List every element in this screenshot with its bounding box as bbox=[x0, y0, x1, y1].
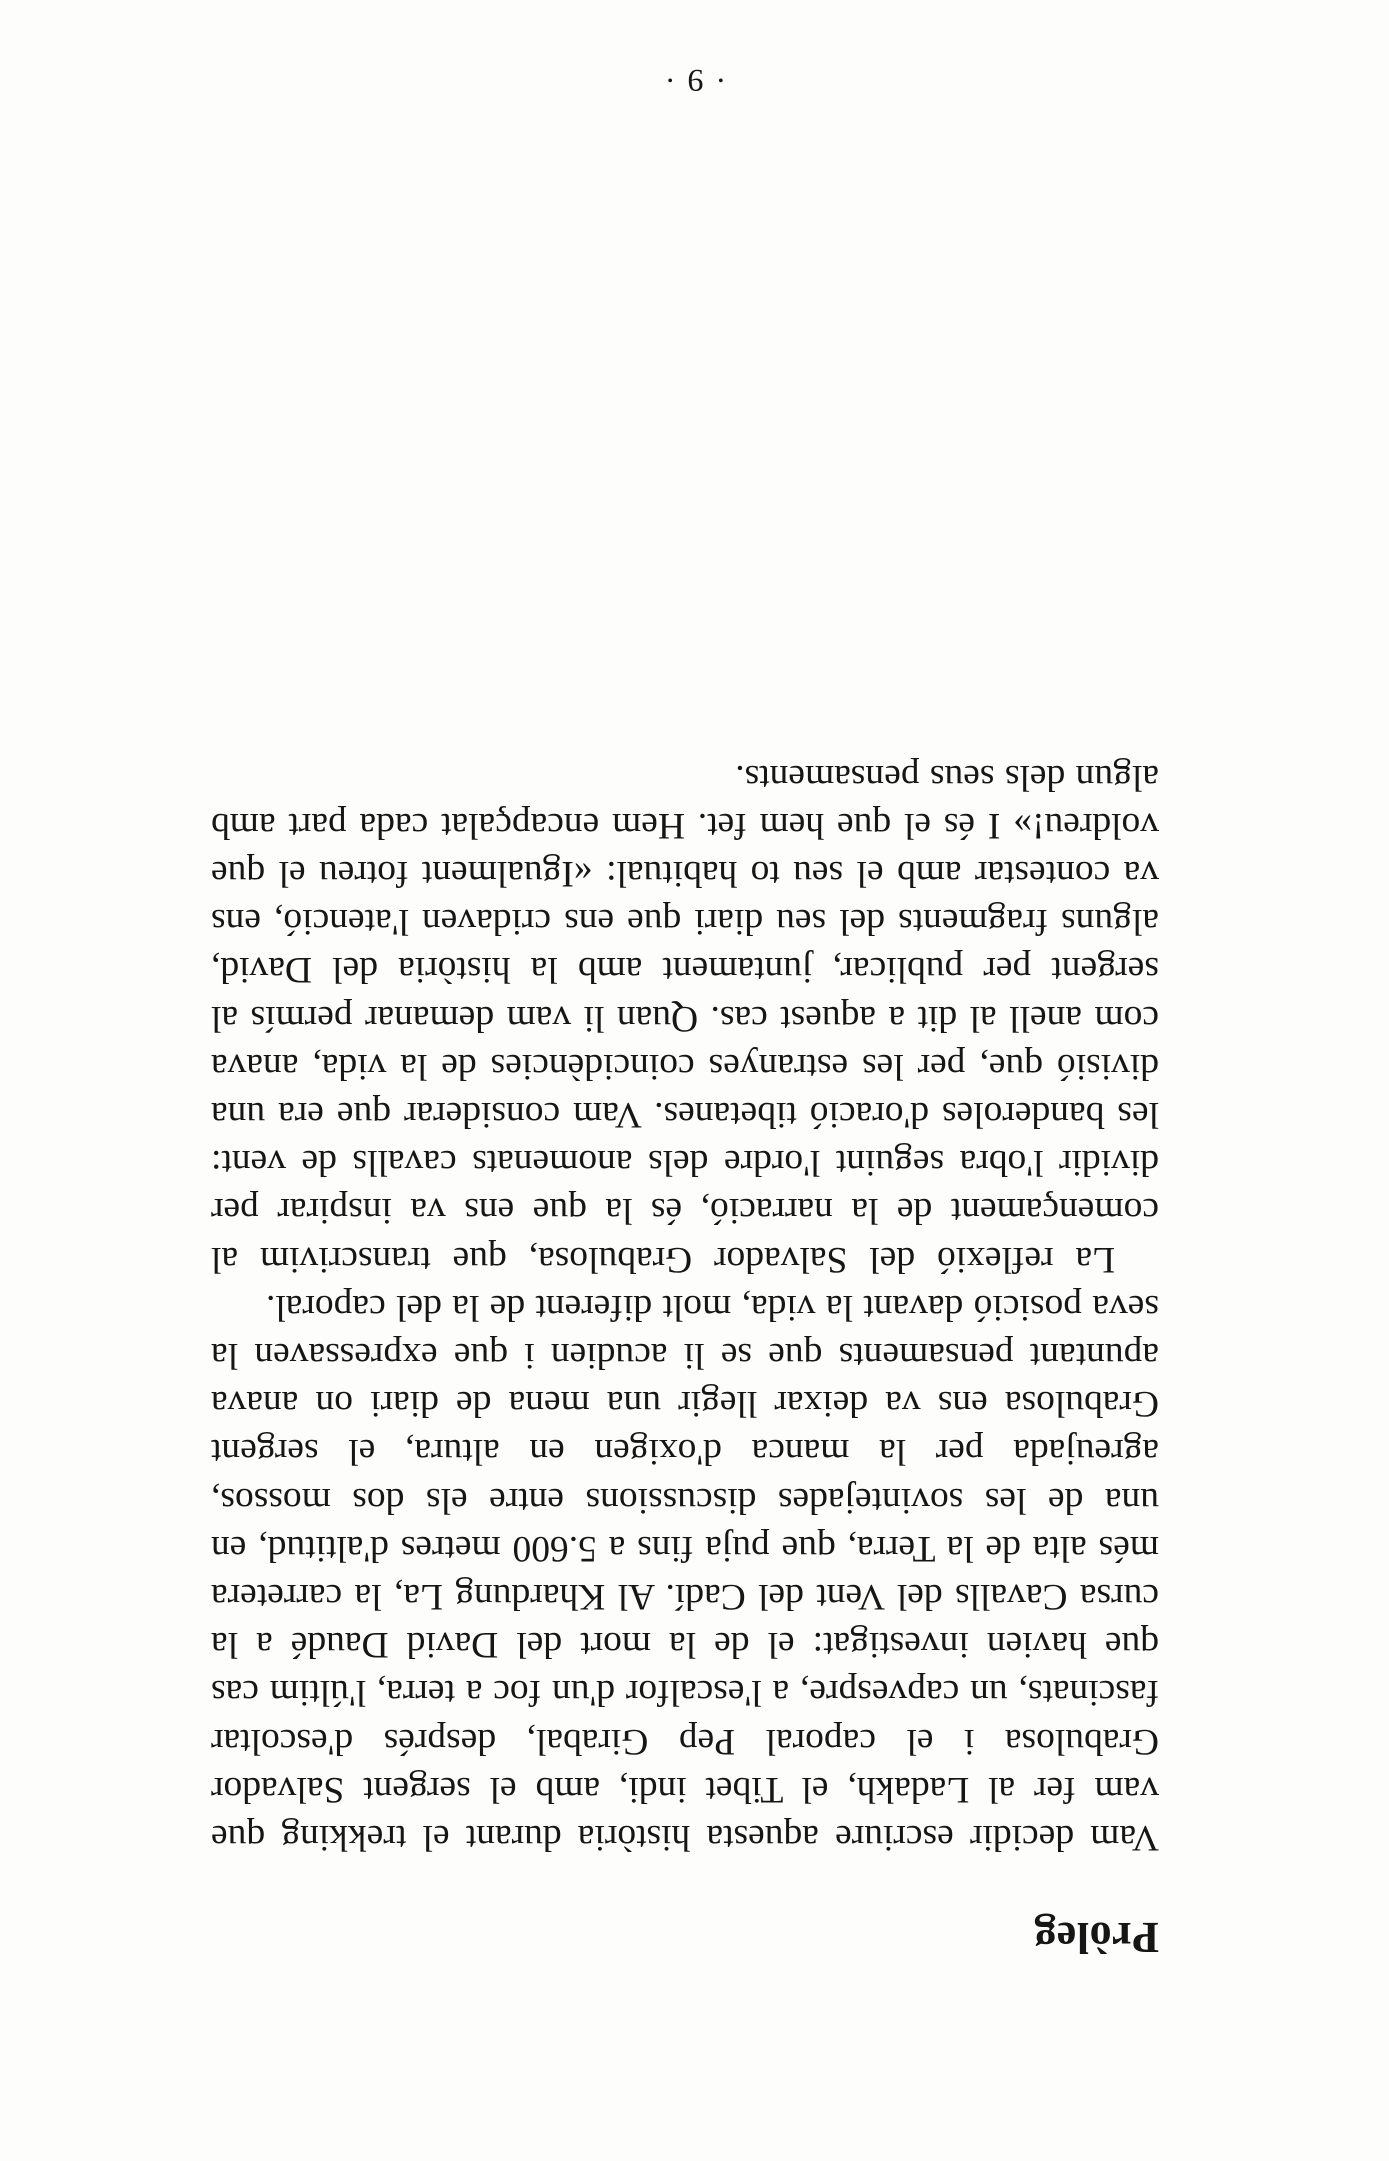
paragraph-1: Vam decidir escriure aquesta història durant el trekking que vam fer al Ladakh, el Tibet indi, amb el sergent Salvador Grabulosa i el caporal Pep Girabal, després d'escoltar fascinats, un capvespre, a l'escalfor d'un foc a terra, l'últim cas que havien investigat: el de la mort del David Daudé a la cursa Cavalls del Vent del Cadí. Al Khardung La, la carretera més alta de la Terra, que puja fins a 5.600 metres d'altitud, en una de les sovintejades discussions entre els dos mossos, agreujada per la manca d'oxigen en altura, el sergent Grabulosa ens va deixar llegir una mena de diari on anava apuntant pensaments que se li acudien i que expressaven la seva posició davant la vida, molt diferent de la del caporal. bbox=[211, 1286, 1159, 1858]
body-text bbox=[211, 752, 1159, 1861]
chapter-heading: Pròleg bbox=[1033, 1913, 1159, 1962]
page-number: · 9 · bbox=[662, 63, 727, 99]
paragraph-2: La reflexió del Salvador Grabulosa, que transcrivim al començament de la narració, és la que ens va inspirar per dividir l'obra seguint l'ordre dels anomenats cavalls de vent: les banderoles d'oració tibetanes. Vam considerar que era una divisió que, per les estranyes coincidències de la vida, anava com anell al dit a aquest cas. Quan li vam demanar permís al sergent per publicar, juntament amb la història del David, alguns fragments del seu diari que ens cridaven l'atenció, ens va contestar amb el seu to habitual: «Igualment fotreu el que voldreu!» I és el que hem fet. Hem encapçalat cada part amb algun dels seus pensaments. bbox=[211, 756, 1159, 1280]
